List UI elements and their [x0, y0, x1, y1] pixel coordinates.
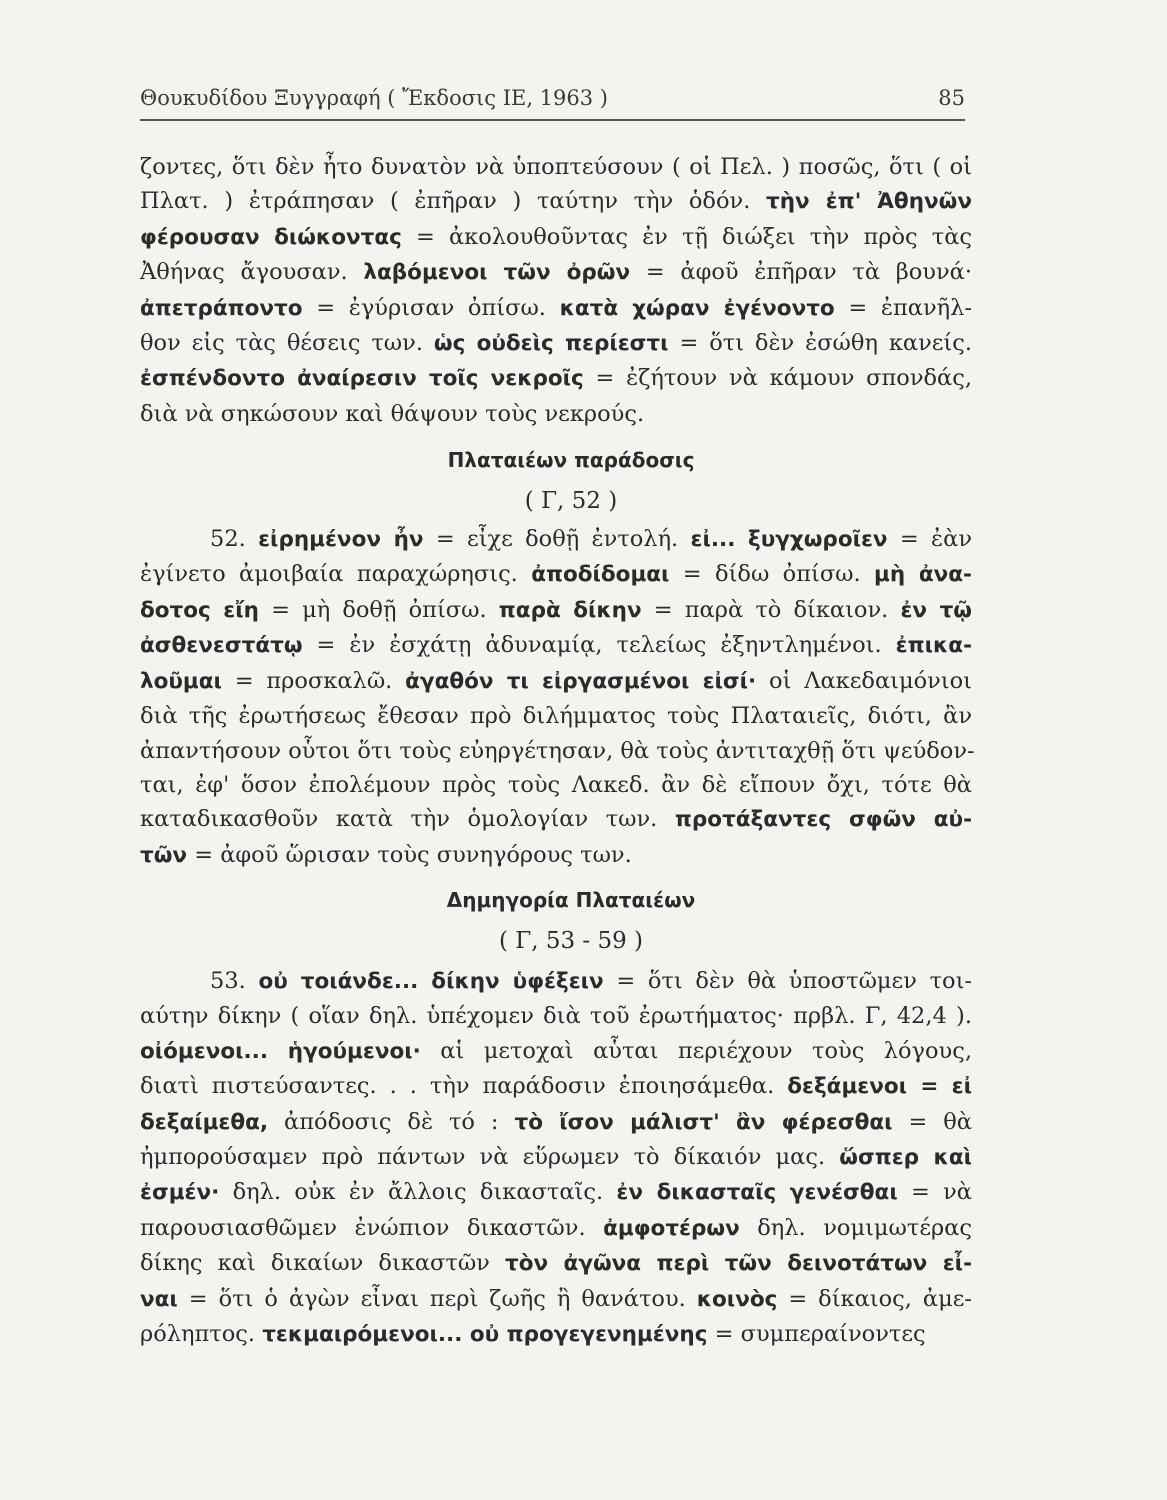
text-line: [140, 255, 972, 290]
text-line: [140, 768, 972, 802]
lemma: εἰ... ξυγχωροῖεν: [690, 527, 888, 553]
lemma: κατὰ χώραν ἐγένοντο: [559, 295, 835, 321]
header-rule: [140, 119, 965, 121]
gloss-text: ται, ἐφ' ὅσον ἐπολέμουν πρὸς τοὺς Λακεδ. ἂν δὲ εἴπουν ὄχι, τότε θὰ: [140, 771, 972, 798]
lemma: δεξαίμεθα,: [140, 1109, 269, 1135]
lemma: μὴ ἀνα-: [874, 562, 972, 588]
gloss-text: = ἐν ἐσχάτῃ ἀδυναμίᾳ, τελείως ἐξηντλημένοι.: [302, 632, 896, 659]
gloss-text: = παρὰ τὸ δίκαιον.: [641, 596, 901, 623]
gloss-text: διὰ τῆς ἐρωτήσεως ἔθεσαν πρὸ διλήμματος τοὺς Πλαταιεῖς, διότι, ἂν: [140, 703, 972, 730]
lemma: παρὰ δίκην: [498, 597, 642, 623]
text-line: [140, 220, 972, 255]
lemma: οἰόμενοι... ἡγούμενοι·: [140, 1038, 421, 1064]
text-line: [140, 557, 972, 592]
text-line: [140, 734, 975, 768]
lemma: λαβόμενοι τῶν ὀρῶν: [363, 260, 631, 286]
gloss-text: αύτην δίκην ( οἵαν δηλ. ὑπέχομεν διὰ τοῦ ἐρωτήματος· πρβλ. Γ, 42,4 ).: [140, 1003, 972, 1030]
gloss-text: = μὴ δοθῇ ὀπίσω.: [258, 596, 499, 623]
lemma: ἀπετράποντο: [140, 295, 303, 321]
gloss-text: = ἀφοῦ ἐπῆραν τὰ βουνά·: [630, 259, 972, 286]
text-line: [140, 184, 972, 219]
text-line: [140, 838, 972, 873]
page-number: 85: [938, 86, 965, 110]
text-line: [140, 999, 972, 1033]
lemma: ἐν δικασταῖς γενέσθαι: [616, 1180, 898, 1206]
gloss-text: 53.: [210, 967, 259, 994]
gloss-text: ἀπόδοσις δὲ τό :: [268, 1108, 515, 1135]
lemma: ὡς οὐδεὶς περίεστι: [433, 331, 669, 357]
lemma: τὸ ἴσον μάλιστ' ἂν φέρεσθαι: [514, 1109, 893, 1135]
gloss-text: Ἀθήνας ἄγουσαν.: [140, 259, 364, 286]
text-line: [140, 522, 972, 557]
commentary-text: [140, 150, 975, 1352]
text-line: [140, 291, 972, 326]
gloss-text: = ἀκολουθοῦντας ἐν τῇ διώξει τὴν πρὸς τὰς: [401, 223, 973, 250]
text-line: [140, 1317, 972, 1352]
text-line: [140, 1175, 972, 1210]
lemma: οὐ τοιάνδε... δίκην ὑφέξειν: [258, 968, 604, 994]
gloss-text: διατὶ πιστεύσαντες. . . τὴν παράδοσιν ἐποιησάμεθα.: [140, 1073, 788, 1100]
section-title-2: Δημηγορία Πλαταιέων: [446, 888, 696, 913]
running-header: [140, 86, 965, 110]
text-line: [140, 1034, 972, 1069]
section-ref-1: ( Γ, 52 ): [524, 487, 618, 514]
text-line: [140, 1246, 972, 1281]
text-line: [140, 150, 972, 184]
gloss-text: = ἐζήτουν νὰ κάμουν σπονδάς,: [583, 365, 972, 392]
lemma: ὥσπερ καὶ: [839, 1144, 972, 1170]
gloss-text: = δίκαιος, ἀμε-: [777, 1285, 972, 1312]
lemma: ἀποδίδομαι: [531, 562, 670, 588]
lemma: φέρουσαν διώκοντας: [140, 224, 402, 250]
gloss-text: = ὅτι δὲν θὰ ὑποστῶμεν τοι-: [603, 967, 972, 994]
text-line: [140, 628, 972, 663]
gloss-text: = νὰ: [897, 1179, 972, 1206]
gloss-text: = ὅτι δὲν ἐσώθη κανείς.: [668, 330, 973, 357]
lemma: ἐπικα-: [895, 633, 972, 659]
section-ref-2: ( Γ, 53 - 59 ): [498, 927, 644, 954]
gloss-text: δίκης καὶ δικαίων δικαστῶν: [140, 1250, 505, 1277]
text-line: [140, 699, 972, 733]
gloss-text: = ἐὰν: [887, 526, 972, 553]
gloss-text: = ὅτι ὁ ἀγὼν εἶναι περὶ ζωῆς ἢ θανάτου.: [177, 1285, 697, 1312]
gloss-text: ρόληπτος.: [140, 1321, 263, 1347]
gloss-text: ζοντες, ὅτι δὲν ἦτο δυνατὸν νὰ ὑποπτεύσουν ( οἱ Πελ. ) ποσῶς, ὅτι ( οἱ: [140, 154, 972, 180]
text-line: [140, 361, 972, 396]
text-line: [140, 593, 972, 628]
lemma: τεκμαιρόμενοι... οὐ προγεγενημένης: [262, 1322, 708, 1347]
lemma: τῶν: [140, 842, 188, 868]
gloss-text: ἠμπορούσαμεν πρὸ πάντων νὰ εὕρωμεν τὸ δίκαιόν μας.: [140, 1143, 840, 1170]
gloss-text: ἀπαντήσουν οὗτοι ὅτι τοὺς εὐηργέτησαν, θὰ τοὺς ἀντιταχθῇ ὅτι ψεύδον-: [140, 737, 975, 764]
gloss-text: = προσκαλῶ.: [221, 667, 406, 694]
lemma: ναι: [140, 1286, 178, 1312]
gloss-text: οἱ Λακεδαιμόνιοι: [756, 667, 972, 694]
text-line: [140, 964, 972, 999]
gloss-text: θον εἰς τὰς θέσεις των.: [140, 330, 434, 357]
lemma: δοτος εἴη: [140, 597, 259, 623]
text-line: [140, 326, 972, 361]
lemma: ἀμφοτέρων: [603, 1215, 740, 1241]
text-line: [140, 1069, 972, 1104]
gloss-text: δηλ. νομιμωτέρας: [739, 1214, 972, 1241]
text-line: [140, 802, 972, 837]
lemma: τὸν ἀγῶνα περὶ τῶν δεινοτάτων εἶ-: [504, 1251, 972, 1277]
lemma: ἐσπένδοντο ἀναίρεσιν τοῖς νεκροῖς: [140, 366, 584, 392]
gloss-text: = ἀφοῦ ὥρισαν τοὺς συνηγόρους των.: [187, 841, 632, 868]
paragraph-1: [140, 150, 972, 431]
text-line: [140, 1140, 972, 1175]
header-title: Θουκυδίδου Ξυγγραφή ( Ἔκδοσις ΙΕ, 1963 ): [140, 86, 608, 110]
paragraph-3: [140, 964, 972, 1352]
text-line: [140, 664, 972, 699]
gloss-text: παρουσιασθῶμεν ἐνώπιον δικαστῶν.: [140, 1214, 604, 1241]
lemma: τὴν ἐπ' Ἀθηνῶν: [766, 189, 972, 215]
gloss-text: δηλ. οὐκ ἐν ἄλλοις δικασταῖς.: [219, 1179, 617, 1206]
gloss-text: ἐγίνετο ἀμοιβαία παραχώρησις.: [140, 561, 532, 588]
paragraph-2: [140, 522, 975, 873]
gloss-text: Πλατ. ) ἐτράπησαν ( ἐπῆραν ) ταύτην τὴν ὁδόν.: [140, 188, 767, 215]
lemma: λοῦμαι: [140, 668, 222, 694]
gloss-text: αἱ μετοχαὶ αὗται περιέχουν τοὺς λόγους,: [420, 1037, 972, 1064]
text-line: [140, 1282, 972, 1317]
lemma: εἰρημένον ἦν: [258, 527, 424, 553]
gloss-text: = συμπεραίνοντες: [707, 1321, 926, 1347]
text-line: [140, 1211, 972, 1246]
gloss-text: = εἶχε δοθῇ ἐντολή.: [423, 526, 691, 553]
lemma: ἐσμέν·: [140, 1180, 220, 1206]
lemma: δεξάμενοι = εἰ: [787, 1074, 973, 1100]
gloss-text: = δίδω ὀπίσω.: [669, 561, 875, 588]
text-line: [140, 397, 972, 431]
lemma: ἀγαθόν τι εἰργασμένοι εἰσί·: [405, 668, 757, 694]
lemma: ἀσθενεστάτῳ: [140, 633, 303, 659]
gloss-text: = θὰ: [892, 1108, 972, 1135]
lemma: ἐν τῷ: [900, 597, 972, 623]
text-line: [140, 1105, 972, 1140]
lemma: κοινὸς: [696, 1286, 778, 1312]
gloss-text: καταδικασθοῦν κατὰ τὴν ὁμολογίαν των.: [140, 806, 675, 833]
section-title-1: Πλαταιέων παράδοσις: [447, 448, 695, 473]
gloss-text: 52.: [210, 526, 259, 553]
gloss-text: διὰ νὰ σηκώσουν καὶ θάψουν τοὺς νεκρούς.: [140, 400, 645, 427]
gloss-text: = ἐγύρισαν ὀπίσω.: [302, 294, 560, 321]
gloss-text: = ἐπανῆλ-: [834, 294, 972, 321]
lemma: προτάξαντες σφῶν αὐ-: [674, 807, 972, 833]
